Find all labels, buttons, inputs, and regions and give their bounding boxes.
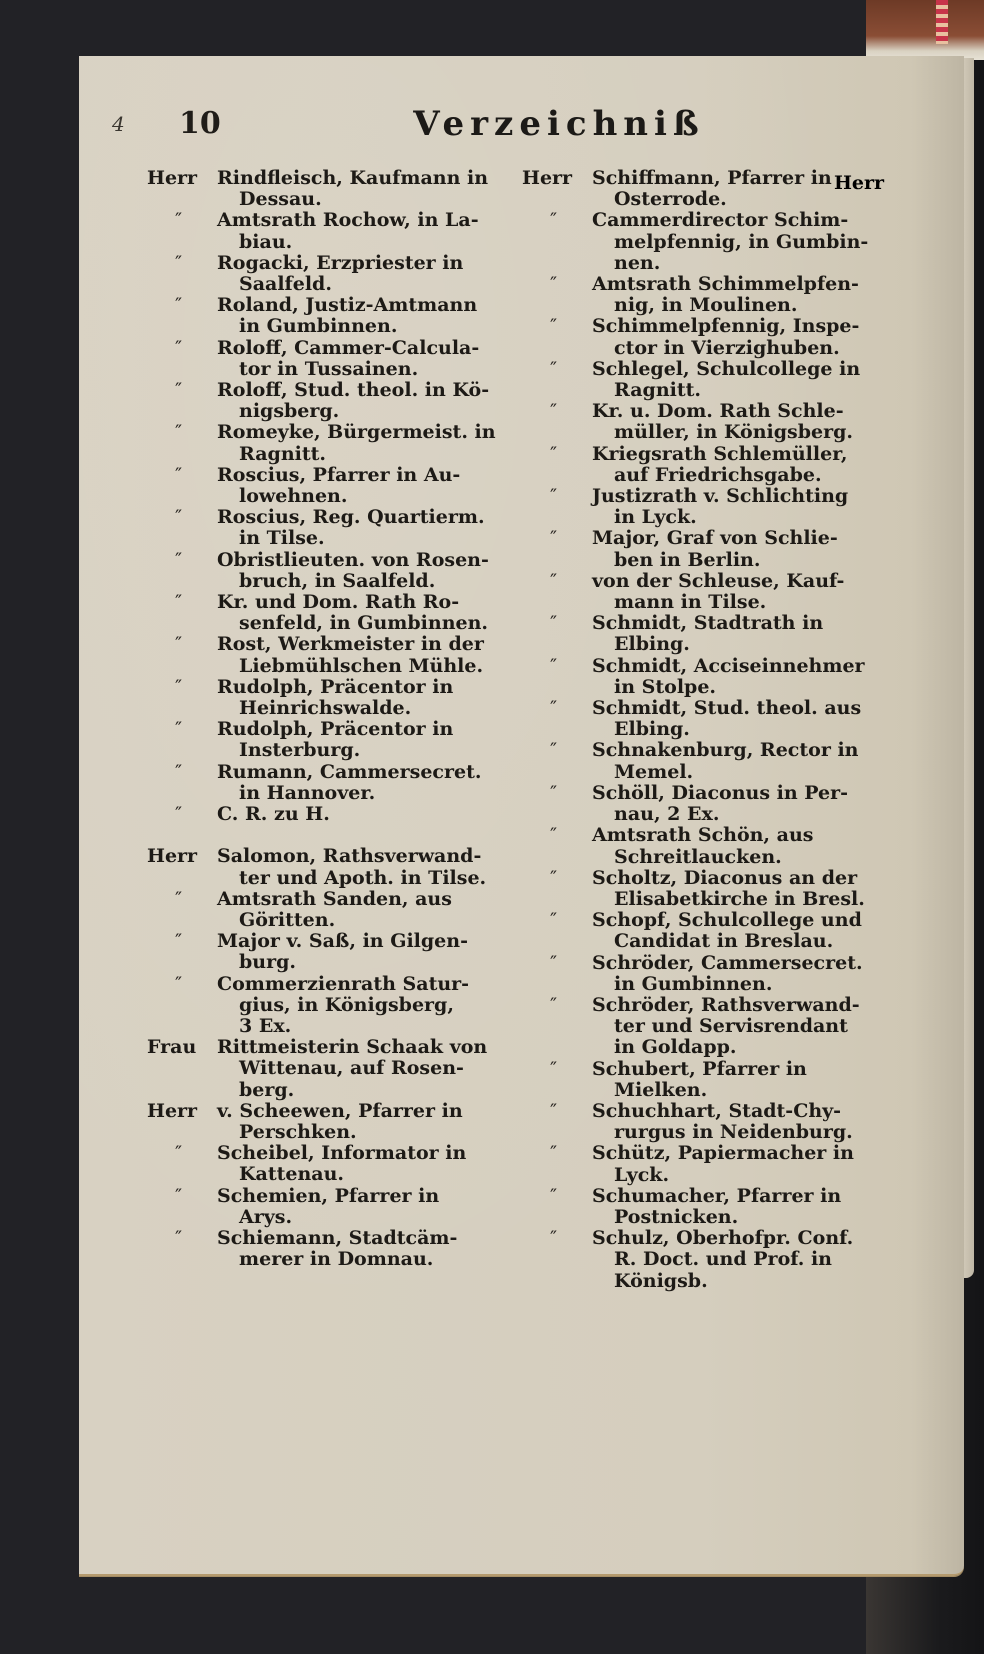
ditto-mark: ″ bbox=[175, 294, 183, 317]
entry-continuation: in Tilse. bbox=[239, 527, 325, 550]
entry-name: Amtsrath Sanden, aus bbox=[217, 887, 452, 910]
entry-name: Schumacher, Pfarrer in bbox=[592, 1184, 842, 1207]
entry-continuation: senfeld, in Gumbinnen. bbox=[239, 612, 489, 635]
entry-continuation: gius, in Königsberg, bbox=[239, 993, 454, 1016]
ditto-mark: ″ bbox=[175, 336, 183, 359]
ditto-mark: ″ bbox=[550, 951, 558, 974]
entry-continuation: in Stolpe. bbox=[614, 675, 717, 698]
entry-continuation: Königsb. bbox=[614, 1269, 708, 1292]
ditto-mark: ″ bbox=[550, 697, 558, 720]
ditto-mark: ″ bbox=[175, 887, 183, 910]
ditto-mark: ″ bbox=[550, 909, 558, 932]
list-entry bbox=[147, 1101, 507, 1143]
entry-name: Cammerdirector Schim- bbox=[592, 209, 849, 232]
list-entry bbox=[522, 825, 882, 867]
entry-continuation: ben in Berlin. bbox=[614, 548, 761, 571]
entry-continuation: in Goldapp. bbox=[614, 1036, 737, 1059]
list-entry bbox=[147, 465, 507, 507]
entry-continuation: ter und Apoth. in Tilse. bbox=[239, 866, 487, 889]
ditto-mark: ″ bbox=[175, 1226, 183, 1249]
page-header bbox=[79, 104, 964, 154]
list-entry bbox=[522, 613, 882, 655]
ditto-mark: ″ bbox=[550, 654, 558, 677]
ditto-mark: ″ bbox=[175, 803, 183, 826]
entry-continuation: Mielken. bbox=[614, 1078, 708, 1101]
left-column bbox=[147, 168, 507, 1270]
ditto-mark: ″ bbox=[175, 718, 183, 741]
ditto-mark: ″ bbox=[550, 485, 558, 508]
entry-name: Rost, Werkmeister in der bbox=[217, 633, 484, 656]
ditto-mark: ″ bbox=[175, 760, 183, 783]
list-entry bbox=[147, 210, 507, 252]
entry-name: Schmidt, Stud. theol. aus bbox=[592, 697, 862, 720]
ditto-mark: ″ bbox=[175, 591, 183, 614]
entry-continuation: burg. bbox=[239, 951, 297, 974]
entry-continuation: biau. bbox=[239, 230, 293, 253]
list-entry bbox=[522, 359, 882, 401]
list-entry bbox=[147, 974, 507, 1038]
ditto-mark: ″ bbox=[175, 548, 183, 571]
list-entry bbox=[522, 444, 882, 486]
entry-continuation: Perschken. bbox=[239, 1120, 357, 1143]
entry-name: Rittmeisterin Schaak von bbox=[217, 1036, 488, 1059]
entry-name: Schnakenburg, Rector in bbox=[592, 739, 859, 762]
entry-continuation: Dessau. bbox=[239, 188, 322, 211]
entry-continuation: Kattenau. bbox=[239, 1163, 345, 1186]
entry-name: Rudolph, Präcentor in bbox=[217, 718, 454, 741]
entry-name: Major, Graf von Schlie- bbox=[592, 527, 838, 550]
entry-name: Kriegsrath Schlemüller, bbox=[592, 442, 848, 465]
entry-name: Obristlieuten. von Rosen- bbox=[217, 548, 489, 571]
page-number: 10 bbox=[179, 106, 221, 141]
entry-continuation: tor in Tussainen. bbox=[239, 357, 419, 380]
ditto-mark: ″ bbox=[550, 1057, 558, 1080]
entry-continuation: merer in Domnau. bbox=[239, 1248, 434, 1271]
list-entry bbox=[147, 677, 507, 719]
list-entry bbox=[522, 1101, 882, 1143]
entry-continuation: Lyck. bbox=[614, 1163, 670, 1186]
entry-name: Amtsrath Schön, aus bbox=[592, 824, 814, 847]
entry-continuation: lowehnen. bbox=[239, 485, 348, 508]
list-entry bbox=[147, 380, 507, 422]
list-entry bbox=[522, 995, 882, 1059]
list-entry bbox=[147, 507, 507, 549]
ditto-mark: ″ bbox=[550, 993, 558, 1016]
list-entry bbox=[522, 1143, 882, 1185]
entry-name: Schubert, Pfarrer in bbox=[592, 1057, 807, 1080]
entry-name: Rudolph, Präcentor in bbox=[217, 675, 454, 698]
entry-continuation: Heinrichswalde. bbox=[239, 697, 412, 720]
entry-continuation: in Gumbinnen. bbox=[239, 315, 398, 338]
entry-name: Schlegel, Schulcollege in bbox=[592, 357, 861, 380]
list-entry bbox=[522, 1186, 882, 1228]
list-entry bbox=[522, 783, 882, 825]
entry-title-prefix: Herr bbox=[147, 845, 198, 868]
entry-name: Roloff, Stud. theol. in Kö- bbox=[217, 379, 490, 402]
ditto-mark: ″ bbox=[550, 357, 558, 380]
ditto-mark: ″ bbox=[550, 400, 558, 423]
list-entry bbox=[522, 571, 882, 613]
ditto-mark: ″ bbox=[550, 442, 558, 465]
ditto-mark: ″ bbox=[550, 824, 558, 847]
entry-continuation: Schreitlaucken. bbox=[614, 845, 782, 868]
list-entry bbox=[147, 253, 507, 295]
ditto-mark: ″ bbox=[175, 209, 183, 232]
list-entry bbox=[147, 719, 507, 761]
margin-mark: 4 bbox=[112, 112, 125, 136]
entry-name: Rindfleisch, Kaufmann in bbox=[217, 167, 489, 189]
entry-name: Kr. und Dom. Rath Ro- bbox=[217, 591, 460, 614]
entry-continuation: ter und Servisrendant bbox=[614, 1015, 848, 1038]
entry-name: C. R. zu H. bbox=[217, 803, 330, 826]
list-entry bbox=[522, 740, 882, 782]
entry-continuation: in Gumbinnen. bbox=[614, 972, 773, 995]
list-entry bbox=[522, 656, 882, 698]
entry-name: Schuchhart, Stadt-Chy- bbox=[592, 1099, 842, 1122]
list-entry bbox=[522, 868, 882, 910]
entry-name: Schulz, Oberhofpr. Conf. bbox=[592, 1227, 854, 1250]
entry-title-prefix: Herr bbox=[147, 1099, 198, 1122]
entry-continuation: in Hannover. bbox=[239, 781, 376, 804]
entry-name: Major v. Saß, in Gilgen- bbox=[217, 930, 468, 953]
entry-name: Commerzienrath Satur- bbox=[217, 972, 470, 995]
entry-continuation: Saalfeld. bbox=[239, 273, 332, 296]
entry-continuation: Elisabetkirche in Bresl. bbox=[614, 887, 865, 910]
entry-continuation: Candidat in Breslau. bbox=[614, 930, 834, 953]
entry-continuation: müller, in Königsberg. bbox=[614, 421, 854, 444]
ditto-mark: ″ bbox=[175, 379, 183, 402]
entry-continuation: nig, in Moulinen. bbox=[614, 294, 798, 317]
section-gap bbox=[147, 825, 507, 846]
entry-continuation: nen. bbox=[614, 251, 661, 274]
entry-name: Justizrath v. Schlichting bbox=[592, 485, 849, 508]
list-entry bbox=[522, 210, 882, 274]
entry-name: Schemien, Pfarrer in bbox=[217, 1184, 440, 1207]
ditto-mark: ″ bbox=[550, 866, 558, 889]
entry-continuation: in Lyck. bbox=[614, 506, 697, 529]
list-entry bbox=[147, 846, 507, 888]
running-title: Verzeichniß bbox=[413, 104, 705, 144]
right-column bbox=[522, 168, 882, 1292]
ditto-mark: ″ bbox=[550, 315, 558, 338]
list-entry bbox=[147, 295, 507, 337]
list-entry bbox=[522, 1228, 882, 1292]
entry-title-prefix: Herr bbox=[522, 167, 573, 189]
list-entry bbox=[147, 168, 507, 210]
list-entry bbox=[522, 486, 882, 528]
entry-continuation: nau, 2 Ex. bbox=[614, 803, 720, 826]
catchword: Herr bbox=[833, 172, 884, 194]
list-entry bbox=[522, 274, 882, 316]
entry-name: Schröder, Rathsverwand- bbox=[592, 993, 860, 1016]
list-entry bbox=[147, 592, 507, 634]
ditto-mark: ″ bbox=[175, 972, 183, 995]
ditto-mark: ″ bbox=[550, 1184, 558, 1207]
list-entry bbox=[522, 953, 882, 995]
ditto-mark: ″ bbox=[175, 1142, 183, 1165]
entry-name: Kr. u. Dom. Rath Schle- bbox=[592, 400, 844, 423]
entry-name: Romeyke, Bürgermeist. in bbox=[217, 421, 496, 444]
list-entry bbox=[147, 1037, 507, 1101]
entry-name: Schimmelpfennig, Inspe- bbox=[592, 315, 860, 338]
ditto-mark: ″ bbox=[175, 675, 183, 698]
ditto-mark: ″ bbox=[550, 273, 558, 296]
list-entry bbox=[522, 316, 882, 358]
entry-name: Scheibel, Informator in bbox=[217, 1142, 467, 1165]
entry-continuation: ctor in Vierzighuben. bbox=[614, 336, 840, 359]
book-page bbox=[79, 56, 964, 1576]
list-entry bbox=[522, 168, 882, 210]
entry-continuation: Elbing. bbox=[614, 718, 690, 741]
entry-continuation: Göritten. bbox=[239, 908, 336, 931]
ditto-mark: ″ bbox=[175, 1184, 183, 1207]
entry-name: Schöll, Diaconus in Per- bbox=[592, 781, 849, 804]
entry-name: Roscius, Pfarrer in Au- bbox=[217, 463, 461, 486]
list-entry bbox=[522, 401, 882, 443]
list-entry bbox=[522, 528, 882, 570]
ditto-mark: ″ bbox=[175, 633, 183, 656]
entry-continuation: Postnicken. bbox=[614, 1205, 739, 1228]
ditto-mark: ″ bbox=[550, 1099, 558, 1122]
entry-continuation: R. Doct. und Prof. in bbox=[614, 1248, 832, 1271]
list-entry bbox=[147, 634, 507, 676]
ditto-mark: ″ bbox=[550, 1227, 558, 1250]
entry-continuation: bruch, in Saalfeld. bbox=[239, 569, 436, 592]
entry-continuation: 3 Ex. bbox=[239, 1014, 292, 1037]
list-entry bbox=[147, 338, 507, 380]
entry-continuation: rurgus in Neidenburg. bbox=[614, 1121, 853, 1144]
entry-name: Roland, Justiz-Amtmann bbox=[217, 294, 478, 317]
ditto-mark: ″ bbox=[175, 930, 183, 953]
ditto-mark: ″ bbox=[550, 1142, 558, 1165]
entry-name: Schütz, Papiermacher in bbox=[592, 1142, 854, 1165]
ditto-mark: ″ bbox=[175, 251, 183, 274]
entry-name: Amtsrath Rochow, in La- bbox=[217, 209, 479, 232]
list-entry bbox=[147, 422, 507, 464]
entry-continuation: Arys. bbox=[239, 1205, 293, 1228]
entry-name: Roloff, Cammer-Calcula- bbox=[217, 336, 480, 359]
entry-continuation: Wittenau, auf Rosen- bbox=[239, 1057, 464, 1080]
ditto-mark: ″ bbox=[550, 527, 558, 550]
entry-name: Schröder, Cammersecret. bbox=[592, 951, 863, 974]
entry-continuation: Elbing. bbox=[614, 633, 690, 656]
entry-name: Schiffmann, Pfarrer in bbox=[592, 167, 832, 189]
entry-name: Scholtz, Diaconus an der bbox=[592, 866, 858, 889]
entry-continuation: nigsberg. bbox=[239, 400, 340, 423]
entry-name: Rogacki, Erzpriester in bbox=[217, 251, 464, 274]
entry-name: Schmidt, Acciseinnehmer bbox=[592, 654, 865, 677]
list-entry bbox=[522, 698, 882, 740]
entry-name: Roscius, Reg. Quartierm. bbox=[217, 506, 485, 529]
entry-continuation: Osterrode. bbox=[614, 188, 727, 211]
list-entry bbox=[147, 889, 507, 931]
entry-continuation: melpfennig, in Gumbin- bbox=[614, 230, 869, 253]
entry-continuation: berg. bbox=[239, 1078, 295, 1101]
entry-continuation: Ragnitt. bbox=[239, 442, 327, 465]
entry-continuation: Ragnitt. bbox=[614, 379, 702, 402]
list-entry bbox=[147, 1228, 507, 1270]
list-entry bbox=[147, 762, 507, 804]
entry-continuation: mann in Tilse. bbox=[614, 591, 767, 614]
ditto-mark: ″ bbox=[175, 506, 183, 529]
list-entry bbox=[522, 1059, 882, 1101]
entry-continuation: Liebmühlschen Mühle. bbox=[239, 654, 484, 677]
list-entry bbox=[147, 804, 507, 825]
entry-name: Rumann, Cammersecret. bbox=[217, 760, 482, 783]
ditto-mark: ″ bbox=[550, 569, 558, 592]
binding-thread bbox=[936, 0, 948, 44]
ditto-mark: ″ bbox=[175, 463, 183, 486]
entry-name: Schmidt, Stadtrath in bbox=[592, 612, 824, 635]
entry-name: von der Schleuse, Kauf- bbox=[592, 569, 845, 592]
entry-continuation: Memel. bbox=[614, 760, 694, 783]
ditto-mark: ″ bbox=[550, 209, 558, 232]
entry-title-prefix: Herr bbox=[147, 167, 198, 189]
entry-name: v. Scheewen, Pfarrer in bbox=[217, 1099, 463, 1122]
ditto-mark: ″ bbox=[175, 421, 183, 444]
entry-name: Amtsrath Schimmelpfen- bbox=[592, 273, 859, 296]
ditto-mark: ″ bbox=[550, 781, 558, 804]
list-entry bbox=[147, 1143, 507, 1185]
list-entry bbox=[522, 910, 882, 952]
entry-continuation: Insterburg. bbox=[239, 739, 361, 762]
book-binding bbox=[866, 0, 984, 60]
list-entry bbox=[147, 550, 507, 592]
ditto-mark: ″ bbox=[550, 612, 558, 635]
entry-name: Schiemann, Stadtcäm- bbox=[217, 1226, 458, 1249]
list-entry bbox=[147, 1186, 507, 1228]
entry-title-prefix: Frau bbox=[147, 1036, 197, 1059]
list-entry bbox=[147, 931, 507, 973]
entry-name: Salomon, Rathsverwand- bbox=[217, 845, 482, 868]
entry-continuation: auf Friedrichsgabe. bbox=[614, 463, 822, 486]
ditto-mark: ″ bbox=[550, 739, 558, 762]
entry-name: Schopf, Schulcollege und bbox=[592, 909, 862, 932]
